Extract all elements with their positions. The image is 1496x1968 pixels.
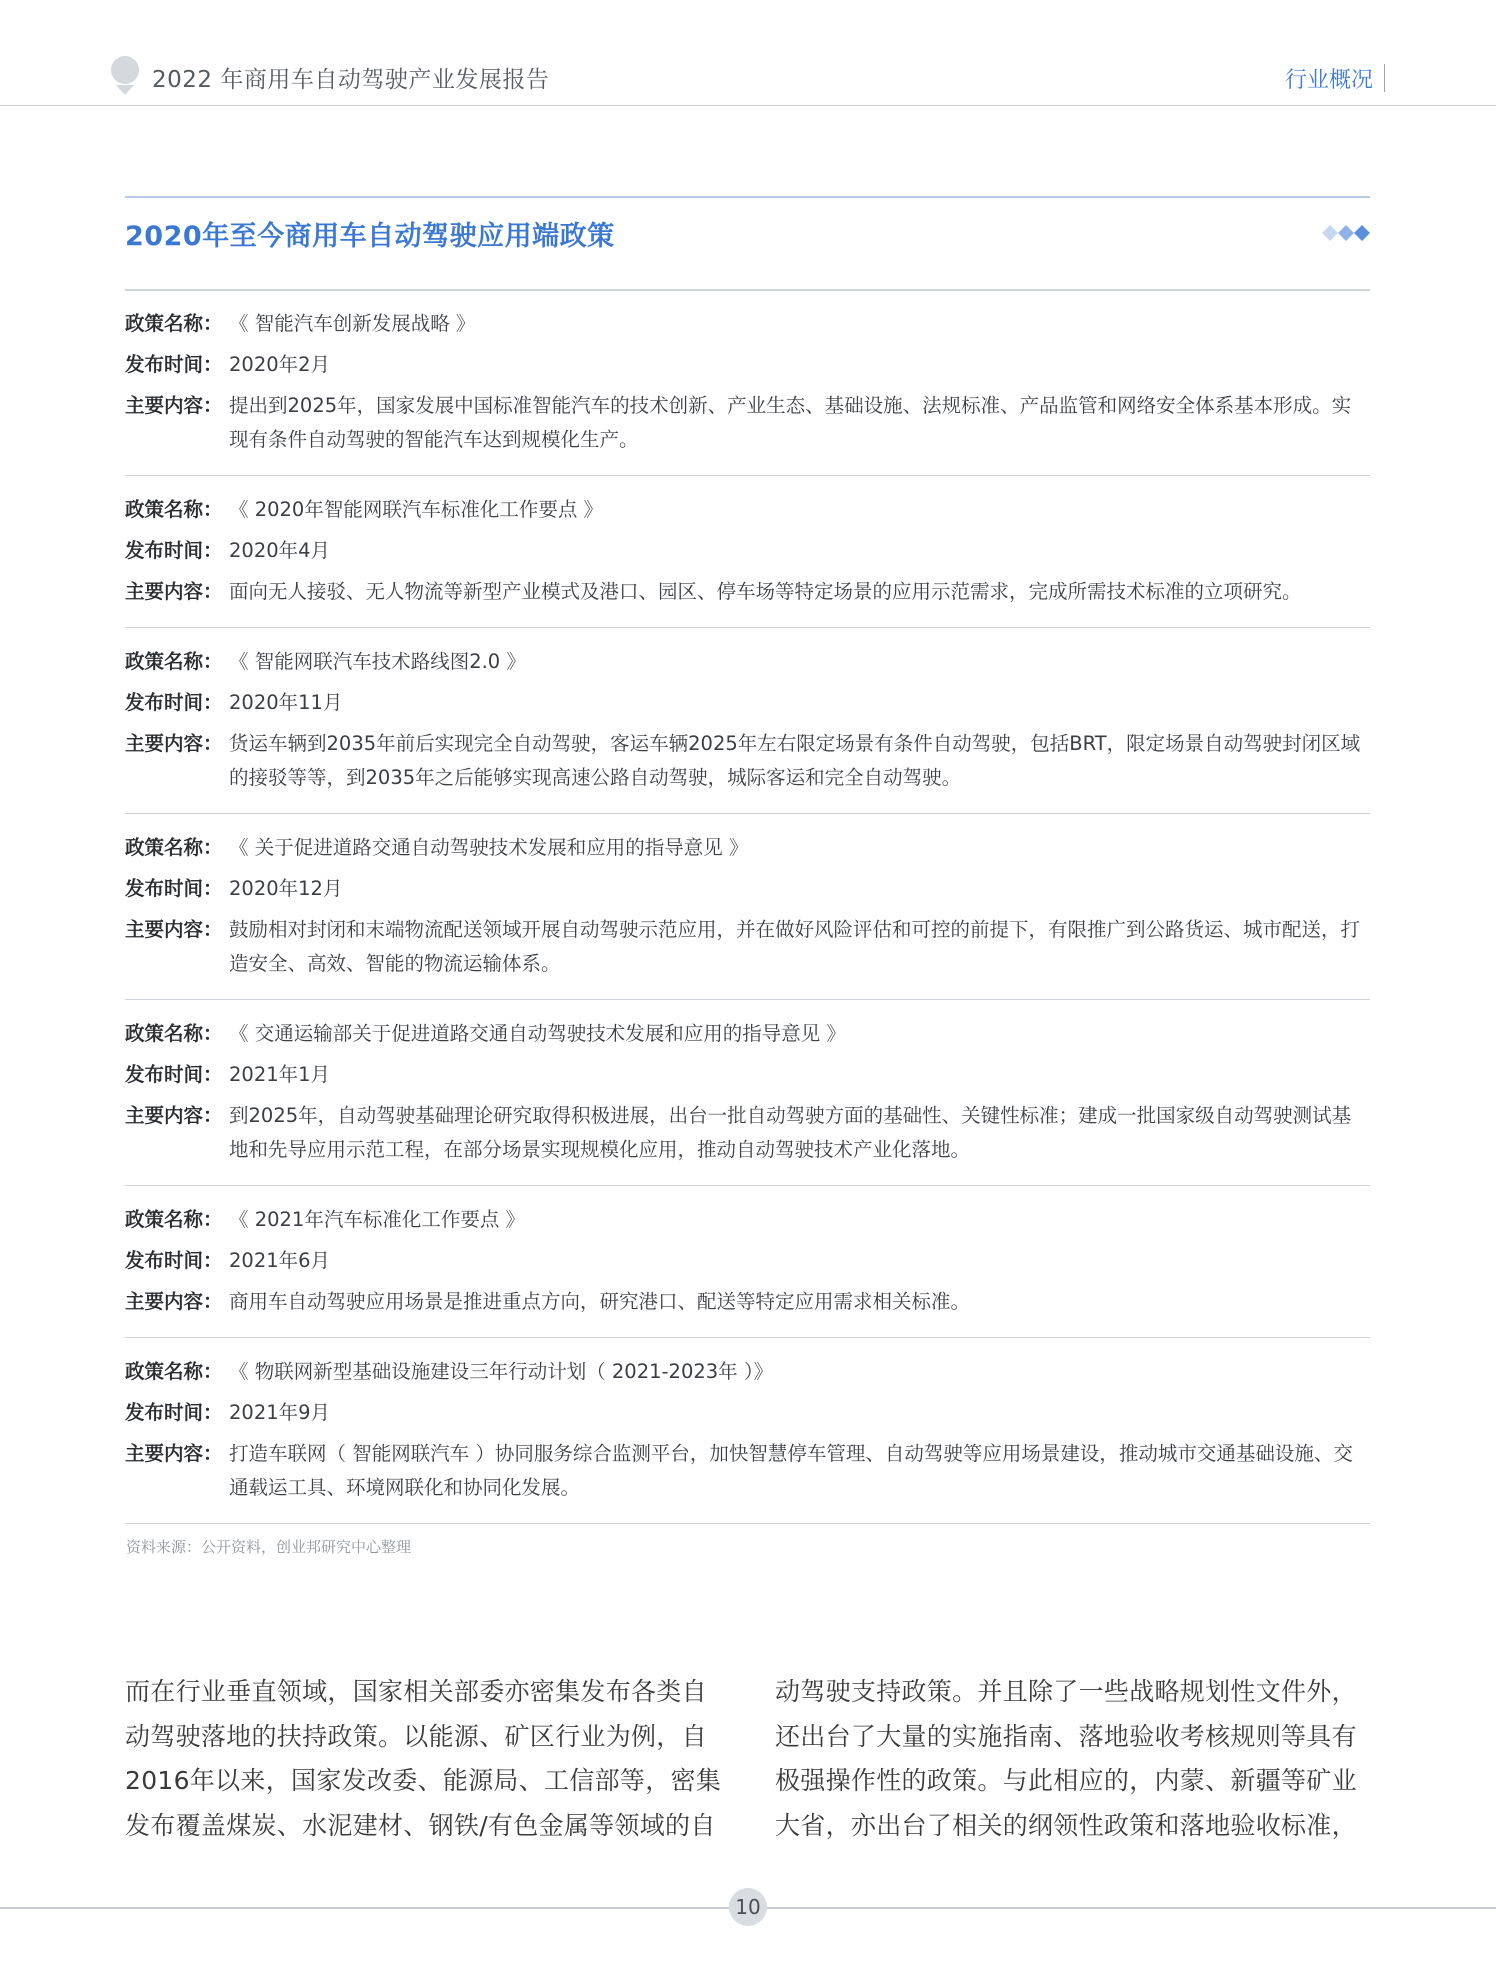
policy-item [125, 1186, 1370, 1338]
policy-content: 到2025年，自动驾驶基础理论研究取得积极进展，出台一批自动驾驶方面的基础性、关键性标准；建成一批国家级自动驾驶测试基地和先导应用示范工程，在部分场景实现规模化应用，推动自动驾驶技术产业化落地。 [229, 1104, 1352, 1161]
policy-date-label: 发布时间： [125, 353, 223, 376]
policy-item [125, 814, 1370, 1000]
policy-item [125, 1000, 1370, 1186]
policy-date: 2020年4月 [229, 539, 331, 562]
body-text-left-column: 而在行业垂直领域，国家相关部委亦密集发布各类自动驾驶落地的扶持政策。以能源、矿区行业为例，自2016年以来，国家发改委、能源局、工信部等，密集发布覆盖煤炭、水泥建材、钢铁/有色金属等领域的自 [125, 1677, 722, 1840]
policy-date-label: 发布时间： [125, 1249, 223, 1272]
policy-date: 2021年6月 [229, 1249, 331, 1272]
policy-name: 《 智能网联汽车技术路线图2.0 》 [229, 650, 526, 673]
source-note: 资料来源：公开资料，创业邦研究中心整理 [126, 1538, 412, 1556]
policy-name: 《 智能汽车创新发展战略 》 [229, 312, 476, 335]
policy-item [125, 476, 1370, 628]
policy-name: 《 交通运输部关于促进道路交通自动驾驶技术发展和应用的指导意见 》 [229, 1022, 846, 1045]
policy-list [125, 290, 1370, 1524]
policy-content-label: 主要内容： [125, 394, 223, 417]
bulb-logo-icon [110, 55, 140, 99]
policy-date: 2021年1月 [229, 1063, 331, 1086]
policy-date-label: 发布时间： [125, 1063, 223, 1086]
policy-content-label: 主要内容： [125, 1104, 223, 1127]
page-number: 10 [729, 1888, 767, 1926]
policy-date: 2020年11月 [229, 691, 343, 714]
policy-name-label: 政策名称： [125, 1208, 223, 1231]
policy-date-label: 发布时间： [125, 691, 223, 714]
policy-date-label: 发布时间： [125, 1401, 223, 1424]
policy-date: 2021年9月 [229, 1401, 331, 1424]
policy-name: 《 2020年智能网联汽车标准化工作要点 》 [229, 498, 604, 521]
policy-content-label: 主要内容： [125, 1442, 223, 1465]
policy-content-label: 主要内容： [125, 732, 223, 755]
policy-content: 打造车联网（ 智能网联汽车 ）协同服务综合监测平台，加快智慧停车管理、自动驾驶等应用场景建设，推动城市交通基础设施、交通载运工具、环境网联化和协同化发展。 [229, 1442, 1353, 1499]
report-title: 2022 年商用车自动驾驶产业发展报告 [152, 67, 550, 93]
policy-content-label: 主要内容： [125, 580, 223, 603]
policy-name-label: 政策名称： [125, 1022, 223, 1045]
policy-name-label: 政策名称： [125, 650, 223, 673]
policy-content: 商用车自动驾驶应用场景是推进重点方向，研究港口、配送等特定应用需求相关标准。 [229, 1290, 971, 1313]
diamonds-decoration-icon [1322, 225, 1370, 241]
header-divider [1384, 64, 1386, 92]
policy-name-label: 政策名称： [125, 1360, 223, 1383]
policy-content: 货运车辆到2035年前后实现完全自动驾驶，客运车辆2025年左右限定场景有条件自动驾驶，包括BRT，限定场景自动驾驶封闭区域的接驳等等，到2035年之后能够实现高速公路自动驾驶，城际客运和完全自动驾驶。 [229, 732, 1361, 789]
policy-name-label: 政策名称： [125, 498, 223, 521]
section-top-divider [125, 196, 1370, 198]
policy-date-label: 发布时间： [125, 539, 223, 562]
policy-name-label: 政策名称： [125, 312, 223, 335]
policy-content: 提出到2025年，国家发展中国标准智能汽车的技术创新、产业生态、基础设施、法规标准、产品监管和网络安全体系基本形成。实现有条件自动驾驶的智能汽车达到规模化生产。 [229, 394, 1352, 451]
policy-content: 鼓励相对封闭和末端物流配送领域开展自动驾驶示范应用，并在做好风险评估和可控的前提下，有限推广到公路货运、城市配送，打造安全、高效、智能的物流运输体系。 [229, 918, 1361, 975]
policy-content-label: 主要内容： [125, 1290, 223, 1313]
policy-content-label: 主要内容： [125, 918, 223, 941]
policy-date: 2020年12月 [229, 877, 343, 900]
section-label: 行业概况 [1284, 68, 1373, 93]
policy-name: 《 关于促进道路交通自动驾驶技术发展和应用的指导意见 》 [229, 836, 749, 859]
policy-content: 面向无人接驳、无人物流等新型产业模式及港口、园区、停车场等特定场景的应用示范需求，完成所需技术标准的立项研究。 [229, 580, 1302, 603]
body-text-right-column: 动驾驶支持政策。并且除了一些战略规划性文件外，还出台了大量的实施指南、落地验收考核规则等具有极强操作性的政策。与此相应的，内蒙、新疆等矿业大省，亦出台了相关的纲领性政策和落地验收标准， [775, 1677, 1357, 1840]
policy-name-label: 政策名称： [125, 836, 223, 859]
policy-name: 《 2021年汽车标准化工作要点 》 [229, 1208, 526, 1231]
policy-name: 《 物联网新型基础设施建设三年行动计划（ 2021-2023年 ）》 [229, 1360, 774, 1383]
policy-item [125, 290, 1370, 476]
section-title: 2020年至今商用车自动驾驶应用端政策 [125, 221, 615, 252]
policy-item [125, 628, 1370, 814]
policy-item [125, 1338, 1370, 1524]
policy-date-label: 发布时间： [125, 877, 223, 900]
page-header [0, 0, 1496, 106]
policy-date: 2020年2月 [229, 353, 331, 376]
